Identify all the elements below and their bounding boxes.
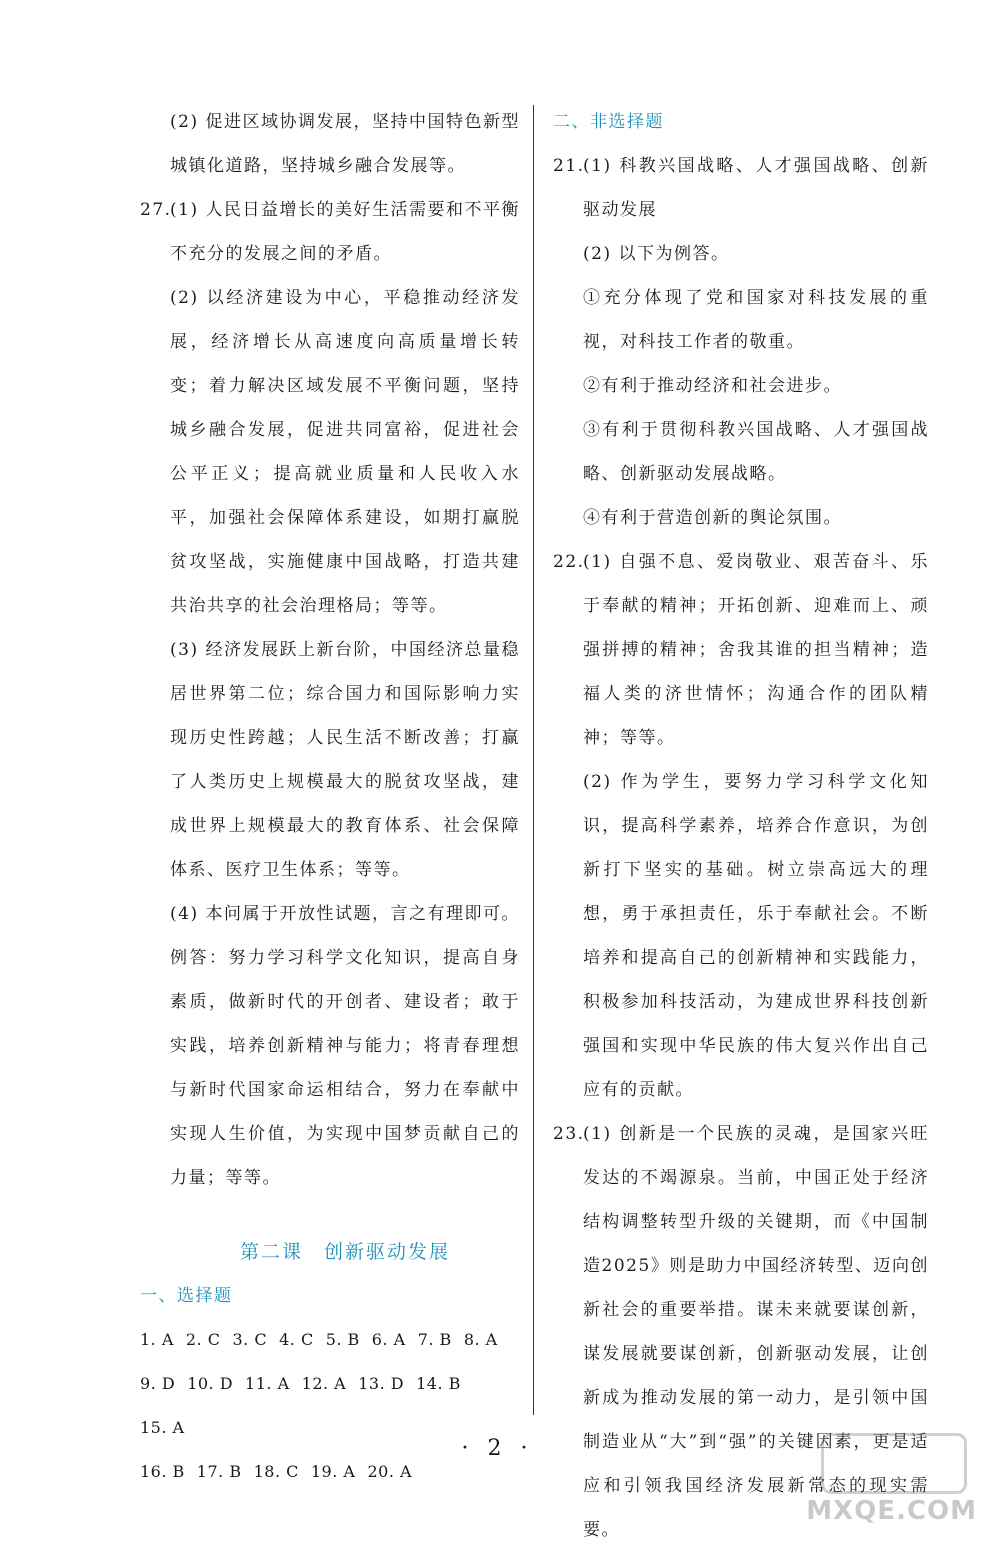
q23-number: 23. [553, 1124, 585, 1144]
q22-number: 22. [553, 552, 585, 572]
q23-part1-text: (1) 创新是一个民族的灵魂，是国家兴旺发达的不竭源泉。当前，中国正处于经济结构调整转型升级的关键期，而《中国制造2025》则是助力中国经济转型、迈向创新社会的重要举措。谋未来就要谋创新，谋发展就要谋创新，创新驱动发展，让创新成为推动发展的第一动力，是引领中国制造业从“大”到“强”的关键因素，更是适应和引领我国经济发展新常态的现实需要。 [583, 1124, 929, 1540]
q22-part1 [553, 540, 929, 760]
q21-point-2: ②有利于推动经济和社会进步。 [583, 376, 842, 396]
q27-part2: (2) 以经济建设为中心，平稳推动经济发展，经济增长从高速度向高质量增长转变；着力解决区域发展不平衡问题，坚持城乡融合发展，促进共同富裕，促进社会公平正义；提高就业质量和人民收入水平，加强社会保障体系建设，如期打赢脱贫攻坚战，实施健康中国战略，打造共建共治共享的社会治理格局；等等。 [170, 288, 520, 616]
section-nonchoice-title: 二、非选择题 [553, 112, 664, 132]
answer-item: 14. B [416, 1374, 461, 1393]
q21-point-3: ③有利于贯彻科教兴国战略、人才强国战略、创新驱动发展战略。 [583, 420, 929, 484]
section-choice-title: 一、选择题 [140, 1286, 233, 1306]
q21-part1 [553, 144, 929, 232]
column-divider [533, 105, 534, 1415]
answer-item: 12. A [301, 1374, 347, 1393]
answer-item: 11. A [245, 1374, 290, 1393]
q22-part2: (2) 作为学生，要努力学习科学文化知识，提高科学素养，培养合作意识，为创新打下坚实的基础。树立崇高远大的理想，勇于承担责任，乐于奉献社会。不断培养和提高自己的创新精神和实践能力，积极参加科技活动，为建成世界科技创新强国和实现中华民族的伟大复兴作出自己应有的贡献。 [583, 772, 929, 1100]
q22-part1-text: (1) 自强不息、爱岗敬业、艰苦奋斗、乐于奉献的精神；开拓创新、迎难而上、顽强拼搏的精神；舍我其谁的担当精神；造福人类的济世情怀；沟通合作的团队精神；等等。 [583, 552, 929, 748]
q27-part1 [140, 188, 520, 276]
answer-item: 6. A [371, 1330, 406, 1349]
answer-item: 4. C [279, 1330, 314, 1349]
answer-item: 1. A [140, 1330, 174, 1349]
q21-point-4: ④有利于营造创新的舆论氛围。 [583, 508, 842, 528]
answer-item: 3. C [232, 1330, 268, 1349]
answer-item: 8. A [463, 1330, 498, 1349]
page-number: · 2 · [461, 1436, 534, 1461]
q27-part4: (4) 本问属于开放性试题，言之有理即可。 [170, 904, 520, 924]
answer-item: 7. B [417, 1330, 452, 1349]
left-column [140, 100, 520, 1494]
q21-point-1: ①充分体现了党和国家对科技发展的重视，对科技工作者的敬重。 [583, 288, 929, 352]
q27-part1-text: (1) 人民日益增长的美好生活需要和不平衡不充分的发展之间的矛盾。 [170, 200, 520, 264]
q21-number: 21. [553, 156, 585, 176]
answer-item: 18. C [253, 1462, 299, 1481]
q27-part4-example: 例答：努力学习科学文化知识，提高自身素质，做新时代的开创者、建设者；敢于实践，培养创新精神与能力；将青春理想与新时代国家命运相结合，努力在奉献中实现人生价值，为实现中国梦贡献自己的力量；等等。 [170, 948, 520, 1188]
lesson-title: 第二课 创新驱动发展 [239, 1241, 450, 1263]
answer-item: 16. B [140, 1462, 185, 1481]
answer-item: 10. D [187, 1374, 234, 1393]
right-column [553, 100, 929, 1552]
q26-part2-line1: (2) 促进区域协调发展，坚持中国特色新型 [170, 112, 520, 132]
answer-item: 13. D [358, 1374, 405, 1393]
q27-number: 27. [140, 200, 172, 220]
choice-answers [140, 1318, 520, 1494]
watermark-text: MXQE.COM [806, 1496, 977, 1526]
answer-item: 20. A [367, 1462, 413, 1481]
choice-row-1 [140, 1318, 520, 1362]
answer-item: 15. A [140, 1418, 185, 1437]
q21-part2: (2) 以下为例答。 [583, 244, 730, 264]
watermark-logo [806, 1431, 977, 1526]
q27-part3: (3) 经济发展跃上新台阶，中国经济总量稳居世界第二位；综合国力和国际影响力实现历史性跨越；人民生活不断改善；打赢了人类历史上规模最大的脱贫攻坚战，建成世界上规模最大的教育体系、社会保障体系、医疗卫生体系；等等。 [170, 640, 520, 880]
q26-part2-line2: 城镇化道路，坚持城乡融合发展等。 [170, 156, 466, 176]
q21-part1-text: (1) 科教兴国战略、人才强国战略、创新驱动发展 [583, 156, 929, 220]
answer-item: 19. A [310, 1462, 356, 1481]
answer-item: 2. C [185, 1330, 221, 1349]
answer-item: 9. D [140, 1374, 176, 1393]
watermark-icon [821, 1433, 967, 1494]
answer-item: 17. B [196, 1462, 242, 1481]
answer-item: 5. B [325, 1330, 360, 1349]
